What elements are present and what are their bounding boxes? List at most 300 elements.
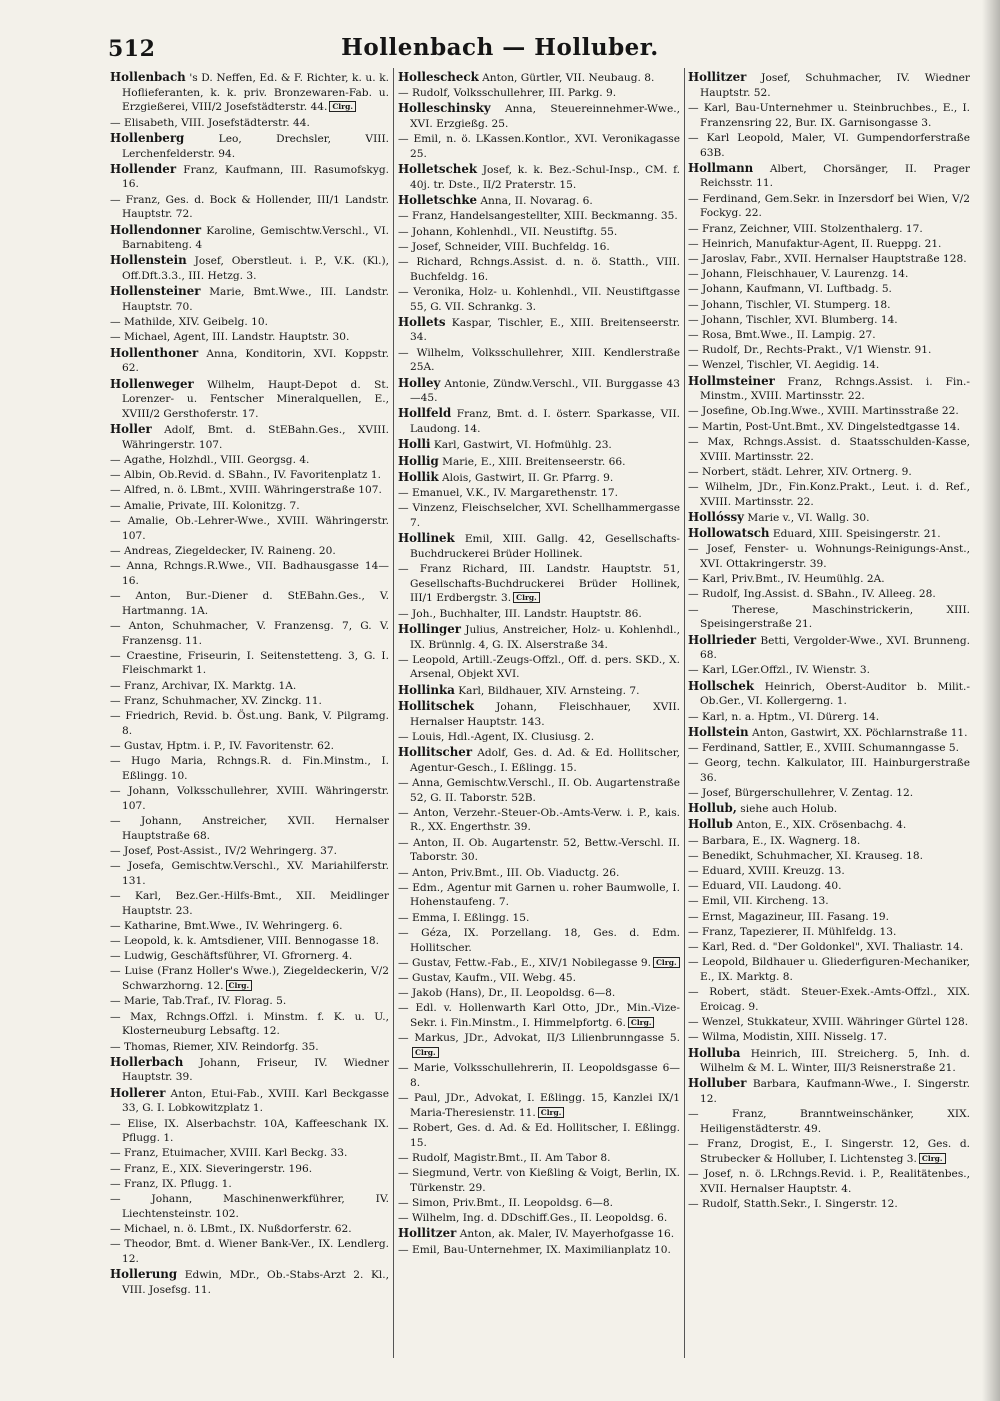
directory-entry [110,949,389,964]
directory-entry [398,501,680,530]
directory-entry [688,894,970,909]
entry-surname: Hollowatsch [688,526,770,541]
entry-surname: Hollets [398,314,446,329]
entry-text: Anton, Gürtler, VII. Neubaug. 8. [482,72,655,84]
directory-entry [398,193,680,209]
directory-entry [398,470,680,486]
entry-text: — Rudolf, Statth.Sekr., I. Singerstr. 12. [688,1198,898,1211]
entry-text: — Franz, Zeichner, VIII. Stolzenthalerg. 17. [688,222,923,235]
directory-entry [398,926,680,955]
entry-text: — Wenzel, Tischler, VI. Aegidig. 14. [688,359,880,372]
entry-text: — Norbert, städt. Lehrer, XIV. Ortnerg. 9. [688,465,912,478]
directory-entry [688,101,970,130]
directory-entry [688,404,970,419]
directory-entry [398,683,680,699]
directory-entry [110,889,389,918]
column-divider [684,68,685,1358]
directory-entry [688,420,970,435]
entry-surname: Hollinek [398,531,455,546]
entry-text: — Josef, n. ö. LRchngs.Revid. i. P., Realitätenbes., XVII. Hernalser Hauptstr. 4. [688,1168,970,1195]
entry-surname: Hollub [688,817,733,832]
entry-text: — Gustav, Fettw.-Fab., E., XIV/1 Nobilegasse 9. [398,956,651,969]
directory-entry [110,1010,389,1039]
entry-surname: Hollenthoner [110,345,199,360]
directory-entry [688,1030,970,1045]
directory-entry [688,252,970,267]
directory-entry [398,866,680,881]
directory-entry [110,709,389,738]
directory-entry [110,754,389,783]
entry-surname: Holletschek [398,162,478,177]
entry-text: — Anna, Gemischtw.Verschl., II. Ob. Augartenstraße 52, G. II. Taborstr. 52B. [398,776,680,804]
entry-text: Franz, Rchngs.Assist. i. Fin.-Minstm., XVIII. Martinsstr. 22. [700,375,970,403]
entry-text: — Johann, Tischler, XVI. Blumberg. 14. [688,313,898,326]
directory-entry [110,919,389,934]
entry-text: — Michael, n. ö. LBmt., IX. Nußdorferstr. 62. [110,1222,352,1235]
entry-text: — Robert, Ges. d. Ad. & Ed. Hollitscher, I. Eßlingg. 15. [398,1122,680,1149]
directory-entry [110,1237,389,1266]
entry-tag: Clrg. [329,101,356,112]
entry-text: — Wenzel, Stukkateur, XVIII. Währinger Gürtel 128. [688,1016,969,1029]
entry-surname: Holley [398,375,441,390]
entry-text: — Vinzenz, Fleischselcher, XVI. Schellhammergasse 7. [398,502,680,529]
directory-entry [110,330,389,345]
entry-text: — Marie, Tab.Traf., IV. Florag. 5. [110,995,287,1008]
directory-entry [688,663,970,678]
entry-surname: Hollitzer [398,1226,457,1241]
directory-entry [110,934,389,949]
entry-text: — Franz, Branntweinschänker, XIX. Heiligenstädterstr. 49. [688,1108,970,1136]
directory-entry [398,240,680,255]
entry-text: Wilhelm, Haupt-Depot d. St. Lorenzer- u. Fentscher Mineralquellen, E., XVIII/2 Gersthoferstr. 17. [122,378,389,420]
directory-entry [688,1167,970,1196]
directory-entry [688,267,970,282]
entry-text: — Rosa, Bmt.Wwe., II. Lampig. 27. [688,328,876,341]
directory-entry [398,376,680,406]
directory-entry [110,422,389,452]
directory-entry [398,285,680,314]
entry-text: — Johann, Maschinenwerkführer, IV. Liechtensteinstr. 102. [110,1193,389,1220]
directory-entry [398,986,680,1001]
directory-entry [398,1151,680,1166]
entry-text: — Mathilde, XIV. Geibelg. 10. [110,316,268,329]
entry-text: — Agathe, Holzhdl., VIII. Georgsg. 4. [110,454,310,467]
entry-text: — Rudolf, Dr., Rechts-Prakt., V/1 Wienstr. 91. [688,344,932,357]
entry-surname: Hollinger [398,621,462,636]
entry-text: — Wilhelm, JDr., Fin.Konz.Prakt., Leut. i. d. Ref., XVIII. Martinsstr. 22. [688,480,970,508]
entry-text: — Alfred, n. ö. LBmt., XVIII. Währingerstraße 107. [110,484,382,497]
entry-surname: Hollmann [688,160,754,175]
directory-entry [110,1222,389,1237]
entry-text: — Emil, VII. Kircheng. 13. [688,895,829,908]
entry-text: Albert, Chorsänger, II. Prager Reichsstr. 11. [700,162,970,190]
directory-entry [688,465,970,480]
directory-entry [688,343,970,358]
directory-entry [110,116,389,131]
entry-text: — Anton, Priv.Bmt., III. Ob. Viaductg. 26. [398,866,620,879]
entry-tag: Clrg. [513,592,540,603]
entry-text: — Paul, JDr., Advokat, I. Eßlingg. 15, Kanzlei IX/1 Maria-Theresienstr. 11. [398,1092,680,1119]
directory-entry [688,328,970,343]
entry-text: Josef, Oberstleut. i. P., V.K. (Kl.), Off.Dft.3.3., III. Hetzg. 3. [122,255,389,283]
entry-text: — Robert, städt. Steuer-Exek.-Amts-Offzl., XIX. Eroicag. 9. [688,986,970,1013]
entry-surname: Hollenbach [110,70,186,84]
entry-text: — Emma, I. Eßlingg. 15. [398,911,530,924]
directory-entry [398,1166,680,1195]
entry-text: — Heinrich, Manufaktur-Agent, II. Rueppg. 21. [688,237,942,250]
directory-entry [398,836,680,865]
directory-entry [398,971,680,986]
directory-entry [688,834,970,849]
directory-entry [398,622,680,652]
directory-entry [398,531,680,561]
entry-text: Barbara, Kaufmann-Wwe., I. Singerstr. 12. [700,1078,970,1106]
directory-entry [398,1243,680,1258]
entry-tag: Clrg. [412,1047,439,1058]
directory-entry [398,745,680,775]
entry-text: — Franz, Ges. d. Bock & Hollender, III/1 Landstr. Hauptstr. 72. [110,193,389,221]
entry-text: Johann, Fleischhauer, XVII. Hernalser Hauptstr. 143. [410,700,680,728]
entry-text: — Wilhelm, Ing. d. DDschiff.Ges., II. Leopoldsg. 6. [398,1212,668,1225]
entry-text: — Friedrich, Revid. b. Öst.ung. Bank, V. Pilgramg. 8. [110,710,389,737]
entry-text: — Jakob (Hans), Dr., II. Leopoldsg. 6—8. [398,987,616,1000]
directory-entry [688,925,970,940]
entry-text: — Eduard, XVIII. Kreuzg. 13. [688,865,845,878]
directory-entry [688,222,970,237]
column-2 [398,70,680,1360]
entry-text: Marie v., VI. Wallg. 30. [747,511,870,524]
entry-text: — Karl, Bez.Ger.-Hilfs-Bmt., XII. Meidlinger Hauptstr. 23. [110,889,389,917]
entry-text: — Elise, IX. Alserbachstr. 10A, Kaffeeschank IX. Pflugg. 1. [110,1117,389,1145]
entry-text: — Max, Rchngs.Assist. d. Staatsschulden-Kasse, XVIII. Martinsstr. 22. [688,435,970,463]
column-1 [110,70,389,1360]
entry-text: Anna, Steuereinnehmer-Wwe., XVI. Erzgießg. 25. [410,103,680,131]
entry-text: Kaspar, Tischler, E., XIII. Breitenseerstr. 34. [410,316,680,344]
directory-entry [398,806,680,835]
entry-text: — Edl. v. Hollenwarth Karl Otto, JDr., Min.-Vize-Sekr. i. Fin.Minstm., I. Himmelpfortg. 6. [398,1002,680,1030]
entry-text: — Amalie, Ob.-Lehrer-Wwe., XVIII. Währingerstr. 107. [110,514,389,542]
entry-text: — Barbara, E., IX. Wagnerg. 18. [688,834,861,847]
directory-entry [688,1015,970,1030]
entry-text: — Markus, JDr., Advokat, II/3 Lilienbrunngasse 5. [398,1032,680,1045]
directory-entry [110,649,389,678]
entry-text: — Rudolf, Magistr.Bmt., II. Am Tabor 8. [398,1151,611,1164]
directory-entry [110,859,389,888]
directory-entry [110,162,389,192]
entry-text: Anton, Gastwirt, XX. Pöchlarnstraße 11. [752,726,968,739]
entry-text: — Anton, II. Ob. Augartenstr. 52, Bettw.-Verschl. II. Taborstr. 30. [398,836,680,864]
entry-text: — Hugo Maria, Rchngs.R. d. Fin.Minstm., I. Eßlingg. 10. [110,755,389,782]
directory-entry [398,1211,680,1226]
entry-text: — Karl Leopold, Maler, VI. Gumpendorferstraße 63B. [688,131,970,159]
directory-entry [398,255,680,284]
directory-entry [110,994,389,1009]
entry-text: — Leopold, k. k. Amtsdiener, VIII. Bennogasse 18. [110,935,380,948]
directory-entry [110,468,389,483]
directory-entry [688,1107,970,1136]
directory-entry [110,619,389,648]
entry-text: Adolf, Ges. d. Ad. & Ed. Hollitscher, Agentur-Gesch., I. Eßlingg. 15. [410,746,680,774]
entry-text: — Simon, Priv.Bmt., II. Leopoldsg. 6—8. [398,1197,613,1210]
directory-entry [110,131,389,161]
entry-text: — Ludwig, Geschäftsführer, VI. Gfrornerg. 4. [110,950,353,963]
directory-entry [688,801,970,817]
entry-text: — Josefine, Ob.Ing.Wwe., XVIII. Martinsstraße 22. [688,405,959,418]
entry-text: — Louis, Hdl.-Agent, IX. Clusiusg. 2. [398,730,595,743]
directory-entry [110,1117,389,1146]
entry-text: — Benedikt, Schuhmacher, XI. Krauseg. 18. [688,849,924,862]
entry-surname: Hollstein [688,724,749,739]
entry-text: — Géza, IX. Porzellang. 18, Ges. d. Edm. Hollitscher. [398,926,680,954]
directory-entry [688,374,970,404]
directory-entry [110,694,389,709]
directory-entry [688,679,970,709]
entry-text: — Franz, Handelsangestellter, XIII. Beckmanng. 35. [398,210,678,223]
entry-surname: Hollmsteiner [688,373,775,388]
directory-entry [688,572,970,587]
entry-text: — Veronika, Holz- u. Kohlenhdl., VII. Neustiftgasse 55, G. VII. Schrankg. 3. [398,285,680,313]
entry-surname: Hollendonner [110,222,202,237]
entry-text: Antonie, Zündw.Verschl., VII. Burggasse 43—45. [410,377,680,405]
directory-entry [110,1192,389,1221]
entry-surname: Hollfeld [398,406,452,421]
directory-entry [398,1091,680,1120]
entry-text: Leo, Drechsler, VIII. Lerchenfelderstr. 94. [122,132,389,160]
entry-text: — Karl, LGer.Offzl., IV. Wienstr. 3. [688,664,871,677]
entry-surname: Hollub, [688,801,737,816]
directory-entry [398,1196,680,1211]
entry-surname: Hollender [110,161,177,176]
entry-text: — Johann, Fleischhauer, V. Laurenzg. 14. [688,268,909,281]
entry-text: — Elisabeth, VIII. Josefstädterstr. 44. [110,116,310,129]
directory-entry [110,284,389,314]
entry-text: — Ferdinand, Gem.Sekr. in Inzersdorf bei Wien, V/2 Fockyg. 22. [688,192,970,220]
directory-entry [110,346,389,376]
directory-entry [688,603,970,632]
directory-entry [688,587,970,602]
entry-text: — Emil, Bau-Unternehmer, IX. Maximilianplatz 10. [398,1243,671,1256]
entry-text: siehe auch Holub. [740,803,838,816]
entry-text: — Max, Rchngs.Offzl. i. Minstm. f. K. u. U., Klosterneuburg Lebsaftg. 12. [110,1010,389,1038]
directory-entry [110,814,389,843]
directory-entry [398,132,680,161]
entry-tag: Clrg. [628,1017,655,1028]
entry-surname: Hollóssy [688,509,744,524]
entry-text: — Emanuel, V.K., IV. Margarethenstr. 17. [398,486,618,499]
directory-entry [688,741,970,756]
directory-entry [688,1076,970,1106]
entry-text: Marie, Bmt.Wwe., III. Landstr. Hauptstr. 70. [122,286,389,314]
entry-surname: Hollescheck [398,70,479,84]
entry-surname: Hollenberg [110,130,185,145]
entry-text: — Michael, Agent, III. Landstr. Hauptstr. 30. [110,331,350,344]
directory-entry [110,193,389,222]
entry-text: — Anton, Verzehr.-Steuer-Ob.-Amts-Verw. i. P., kais. R., XX. Engerthstr. 39. [398,806,680,834]
entry-surname: Hollitscher [398,744,473,759]
directory-entry [398,437,680,453]
entry-surname: Holli [398,437,431,452]
entry-surname: Hollerbach [110,1054,184,1069]
entry-text: — Joh., Buchhalter, III. Landstr. Hauptstr. 86. [398,607,642,620]
directory-entry [688,710,970,725]
directory-entry [398,1031,680,1060]
entry-text: — Luise (Franz Holler's Wwe.), Ziegeldeckerin, V/2 Schwarzhorng. 12. [110,965,389,993]
directory-entry [688,940,970,955]
entry-surname: Hollig [398,453,439,468]
directory-entry [688,358,970,373]
directory-entry [110,544,389,559]
entry-text: Franz, Kaufmann, III. Rasumofskyg. 16. [122,163,389,191]
directory-entry [688,192,970,221]
directory-entry [398,607,680,622]
entry-text: Anton, E., XIX. Crösenbachg. 4. [736,819,907,832]
entry-text: — Karl, n. a. Hptm., VI. Dürerg. 14. [688,710,880,723]
directory-entry [398,1061,680,1090]
entry-text: Franz, Bmt. d. I. österr. Sparkasse, VII. Laudong. 14. [410,408,680,436]
directory-entry [398,454,680,470]
entry-text: — Martin, Post-Unt.Bmt., XV. Dingelstedtgasse 14. [688,420,960,433]
directory-entry [398,653,680,682]
entry-text: — Josef, Bürgerschullehrer, V. Zentag. 12. [688,787,914,800]
entry-text: Heinrich, Oberst-Auditor b. Milit.-Ob.Ger., VI. Kollergerng. 1. [700,680,970,708]
entry-surname: Hollitzer [688,70,747,84]
directory-entry [688,849,970,864]
directory-entry [398,1226,680,1242]
entry-text: — Rudolf, Volksschullehrer, III. Parkg. 9. [398,87,617,100]
entry-text: — Johann, Kaufmann, VI. Luftbadg. 5. [688,283,892,296]
entry-text: — Karl, Priv.Bmt., IV. Heumühlg. 2A. [688,573,885,586]
entry-text: Karoline, Gemischtw.Verschl., VI. Barnabiteng. 4 [122,224,389,252]
entry-text: Marie, E., XIII. Breitenseerstr. 66. [442,455,626,468]
directory-entry [688,910,970,925]
entry-surname: Holler [110,422,152,437]
directory-entry [688,955,970,984]
column-3 [688,70,970,1360]
entry-tag: Clrg. [919,1153,946,1164]
directory-entry [688,864,970,879]
entry-surname: Hollerung [110,1267,178,1282]
entry-text: Emil, XIII. Gallg. 42, Gesellschafts-Buchdruckerei Brüder Hollinek. [410,533,680,560]
entry-text: — Franz, Archivar, IX. Marktg. 1A. [110,679,297,692]
directory-entry [110,589,389,618]
entry-text: — Anna, Rchngs.R.Wwe., VII. Badhausgasse 14—16. [110,560,389,587]
directory-entry [110,964,389,993]
directory-entry [110,1040,389,1055]
entry-text: Anton, Etui-Fab., XVIII. Karl Beckgasse 33, G. I. Lobkowitzplatz 1. [122,1087,389,1115]
entry-text: — Marie, Volksschullehrerin, II. Leopoldsgasse 6—8. [398,1062,680,1089]
entry-text: — Wilhelm, Volksschullehrer, XIII. Kendlerstraße 25A. [398,346,680,374]
directory-entry [110,559,389,588]
entry-text: Karl, Bildhauer, XIV. Arnsteing. 7. [458,684,640,697]
entry-text: — Franz, E., XIX. Sieveringerstr. 196. [110,1162,313,1175]
entry-text: — Georg, techn. Kalkulator, III. Hainburgerstraße 36. [688,757,970,784]
directory-entry [688,756,970,785]
directory-entry [688,435,970,464]
directory-entry [398,562,680,606]
directory-entry [110,679,389,694]
entry-surname: Hollik [398,469,439,484]
directory-entry [110,377,389,422]
entry-text: — Franz, IX. Pflugg. 1. [110,1177,232,1190]
entry-surname: Hollrieder [688,632,757,647]
entry-surname: Holletschke [398,193,478,208]
directory-entry [110,1267,389,1297]
directory-entry [110,784,389,813]
directory-entry [688,879,970,894]
directory-entry [688,1046,970,1076]
running-head: Hollenbach — Holluber. [341,34,659,61]
directory-entry [688,70,970,100]
entry-surname: Hollerer [110,1085,166,1100]
entry-surname: Hollitschek [398,698,474,713]
entry-text: Josef, Schuhmacher, IV. Wiedner Hauptstr. 52. [700,72,970,99]
entry-text: — Franz, Etuimacher, XVIII. Karl Beckg. 33. [110,1147,348,1160]
page-number: 512 [108,36,156,62]
directory-entry [688,313,970,328]
entry-surname: Holluber [688,1076,747,1091]
entry-text: Eduard, XIII. Speisingerstr. 21. [772,528,941,541]
entry-text: Julius, Anstreicher, Holz- u. Kohlenhdl., IX. Brünnlg. 4, G. IX. Alserstraße 34. [410,623,680,651]
directory-entry [688,298,970,313]
entry-surname: Holleschinsky [398,101,491,116]
entry-text: Josef, k. k. Bez.-Schul-Insp., CM. f. 40j. tr. Dste., II/2 Praterstr. 15. [410,164,680,191]
directory-entry [110,223,389,253]
entry-text: — Johann, Volksschullehrer, XVIII. Währingerstr. 107. [110,785,389,812]
directory-entry [398,486,680,501]
entry-text: — Gustav, Hptm. i. P., IV. Favoritenstr. 62. [110,739,334,752]
entry-text: — Leopold, Bildhauer u. Gliederfiguren-Mechaniker, E., IX. Marktg. 8. [688,956,970,983]
directory-entry [398,70,680,86]
entry-text: — Amalie, Private, III. Kolonitzg. 7. [110,499,300,512]
entry-text: — Wilma, Modistin, XIII. Nisselg. 17. [688,1031,887,1044]
directory-entry [688,480,970,509]
entry-text: Anna, II. Novarag. 6. [480,195,593,208]
scan-edge-shadow [982,0,1000,1401]
directory-entry [110,1086,389,1116]
entry-text: — Johann, Kohlenhdl., VII. Neustiftg. 55. [398,225,618,238]
entry-text: — Franz, Drogist, E., I. Singerstr. 12, Ges. d. Strubecker & Holluber, I. Lichtensteg 3. [688,1138,970,1165]
directory-entry [110,1146,389,1161]
column-divider [393,68,394,1358]
entry-text: — Johann, Tischler, VI. Stumperg. 18. [688,298,891,311]
entry-text: — Albin, Ob.Revid. d. SBahn., IV. Favoritenplatz 1. [110,469,381,482]
directory-entry [688,985,970,1014]
directory-entry [110,514,389,543]
entry-text: — Therese, Maschinstrickerin, XIII. Speisingerstraße 21. [688,603,970,631]
directory-entry [398,1001,680,1030]
entry-text: Alois, Gastwirt, II. Gr. Pfarrg. 9. [442,471,614,484]
directory-entry [398,730,680,745]
entry-text: — Craestine, Friseurin, I. Seitenstetteng. 3, G. I. Fleischmarkt 1. [110,649,389,677]
directory-entry [110,1055,389,1085]
entry-text: — Eduard, VII. Laudong. 40. [688,880,842,893]
entry-text: — Jaroslav, Fabr., XVII. Hernalser Hauptstraße 128. [688,252,967,265]
directory-entry [688,526,970,542]
entry-text: Heinrich, III. Streicherg. 5, Inh. d. Wilhelm & M. L. Winter, III/3 Reisnerstraße 21. [700,1047,970,1075]
directory-entry [398,956,680,971]
directory-entry [688,282,970,297]
directory-entry [398,209,680,224]
directory-entry [398,1121,680,1150]
entry-text: — Franz, Tapezierer, II. Mühlfeldg. 13. [688,925,897,938]
entry-text: — Josef, Post-Assist., IV/2 Wehringerg. 37. [110,844,338,857]
entry-surname: Hollensteiner [110,284,201,299]
directory-entry [688,725,970,741]
entry-text: — Franz Richard, III. Landstr. Hauptstr. 51, Gesellschafts-Buchdruckerei Brüder Hollinek, III/1 Erdbergstr. 3. [398,563,680,605]
directory-entry [688,786,970,801]
directory-entry [110,70,389,115]
entry-surname: Hollinka [398,682,455,697]
